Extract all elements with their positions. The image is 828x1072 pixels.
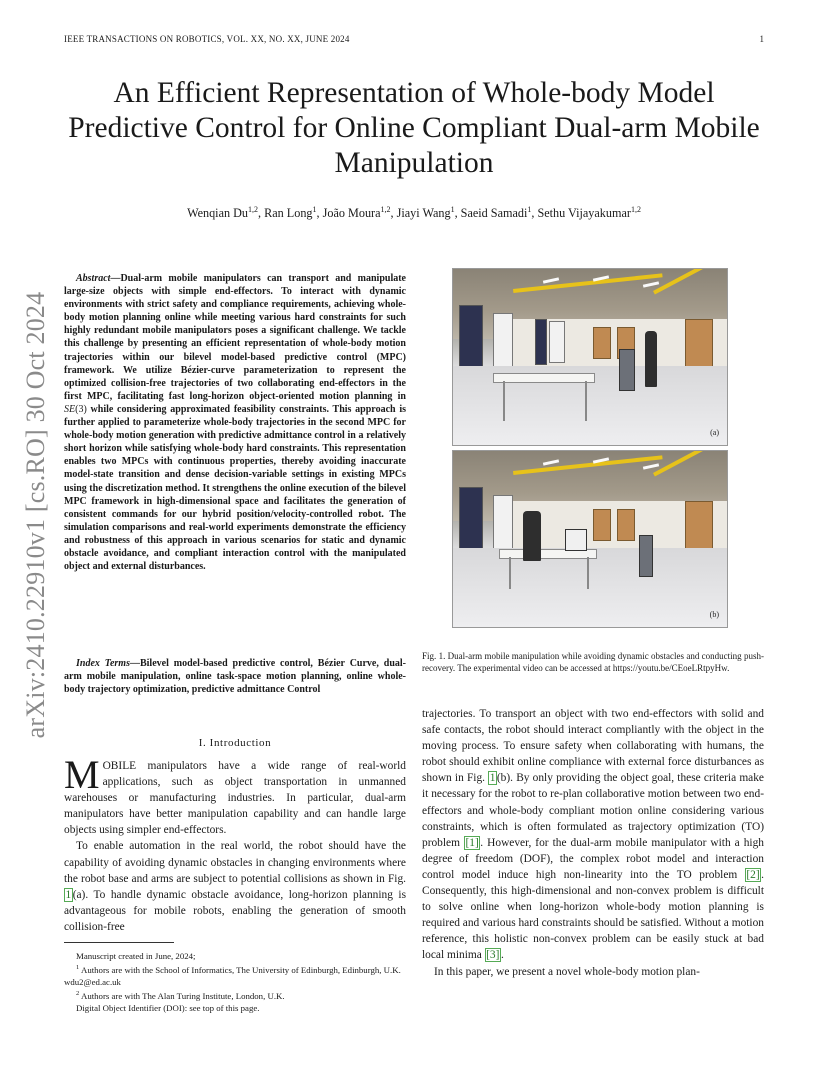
- journal-header: IEEE TRANSACTIONS ON ROBOTICS, VOL. XX, NO. XX, JUNE 2024: [64, 34, 350, 44]
- footnotes: [64, 950, 406, 1014]
- footnote-1: [64, 962, 406, 988]
- index-terms: [64, 657, 406, 696]
- subfigure-label-a: (a): [710, 428, 719, 437]
- door: [593, 327, 611, 359]
- author-name: Jiayi Wang: [396, 206, 451, 221]
- right-p1-text-cont: (b). By only providing the object goal, these criteria make it necessary for the robot to re-plan collaborative motion between two end-effectors and whole-body compliant motion online considering various constraints, which is often formulated as trajectory optimization (TO) problem: [422, 772, 764, 849]
- index-terms-text: —Bilevel model-based predictive control, Bézier Curve, dual-arm mobile manipulation, online task-space motion planning, online whole-body trajectory optimization, predictive admittance Control: [64, 658, 406, 696]
- intro-paragraph-1: [64, 752, 406, 838]
- citation-link[interactable]: [2]: [746, 868, 760, 881]
- author-affiliation: 1: [450, 205, 455, 214]
- abstract: [64, 272, 406, 573]
- floor: [453, 548, 727, 627]
- table-leg: [503, 381, 505, 421]
- author-affiliation: 1: [527, 205, 532, 214]
- footnote-mark: 2: [76, 989, 80, 997]
- abstract-text: —Dual-arm mobile manipulators can transport and manipulate large-size objects with simple end-effectors. To interact with dynamic environments with strict safety and compliance requirements, achieving whole-body motion planning online while meeting various hard constraints for such highly redundant mobile manipulators poses a significant challenge. We tackle this challenge by presenting an efficient representation of whole-body motion trajectories within our bilevel model-based predictive control (MPC) framework. We utilize Bézier-curve parameterization to represent the optimized collision-free trajectories of two collaborating end-effectors in the first MPC, facilitating fast long-horizon object-oriented motion planning in: [64, 273, 406, 402]
- author-name: João Moura: [322, 206, 381, 221]
- figure-reference[interactable]: 1: [489, 772, 496, 785]
- door: [593, 509, 611, 541]
- page-number: 1: [759, 34, 764, 44]
- poster: [549, 321, 565, 363]
- figure-photo-a: [452, 268, 728, 446]
- table-leg: [587, 557, 589, 589]
- table-leg: [509, 557, 511, 589]
- robot: [619, 349, 635, 391]
- figure-caption: Fig. 1. Dual-arm mobile manipulation while avoiding dynamic obstacles and conducting push-recovery. The experimental video can be accessed at https://youtu.be/CEoeLRtpyHw.: [422, 651, 764, 673]
- citation-link[interactable]: [3]: [486, 949, 500, 962]
- abstract-math-arg: (3): [75, 403, 87, 415]
- author-affiliation: 1,2: [248, 205, 259, 214]
- right-p1-text-end: .: [500, 949, 504, 962]
- table-leg: [585, 381, 587, 421]
- intro-p2-text-cont: (a). To handle dynamic obstacle avoidance, long-horizon planning is advantageous for mobile robots, enabling the generation of smooth collision-free: [64, 888, 406, 933]
- footnote-2: [64, 988, 406, 1002]
- author-name: Ran Long: [264, 206, 313, 221]
- subfigure-label-b: (b): [709, 610, 719, 619]
- footnote-doi: Digital Object Identifier (DOI): see top of this page.: [76, 1002, 260, 1013]
- manipulated-box: [565, 529, 587, 551]
- poster: [535, 319, 547, 365]
- abstract-lead: Abstract: [76, 273, 111, 284]
- footnote-created: Manuscript created in June, 2024;: [76, 951, 196, 961]
- right-paragraph-2: In this paper, we present a novel whole-body motion plan-: [434, 965, 700, 978]
- footnote-divider: [64, 942, 174, 943]
- index-terms-lead: Index Terms: [76, 658, 130, 669]
- citation-link[interactable]: [1]: [465, 836, 479, 849]
- paper-title: An Efficient Representation of Whole-body Model Predictive Control for Online Compliant Dual-arm Mobile Manipulation: [68, 77, 760, 179]
- right-p1-text-cont: . However, for the dual-arm mobile manipulator with a high degree of freedom (DOF), the complex robot model and interaction control model induce high non-linearity into the TO problem: [422, 836, 764, 881]
- intro-p1-text: OBILE manipulators have a wide range of real-world applications, such as object transportation in unmanned warehouses or manufacturing industries. In particular, dual-arm manipulators have better manipulation capability and can handle large objects using simpler end-effectors.: [64, 760, 406, 837]
- person: [645, 331, 657, 387]
- person: [523, 511, 541, 561]
- author-affiliation: 1,2: [630, 205, 641, 214]
- abstract-text-cont: while considering approximated feasibility constraints. This approach is further applied to parameterize whole-body trajectories in the second MPC for whole-body motion generation with predictive admittance control in a relatively short horizon while satisfying whole-body hard constraints. This representation enables two MPCs with continuous properties, thereby avoiding inaccurate model-state transition and dense decision-variable settings in existing MPCs using the discretization method. It strengthens the online execution of the bilevel MPC framework in high-dimensional space and facilitates the generation of consistent commands for our hybrid position/velocity-controlled robot. The simulation comparisons and real-world experiments demonstrate the efficiency and robustness of this approach in various scenarios for static and dynamic obstacle avoidance, and compliant interaction control with the manipulated object and external disturbances.: [64, 403, 406, 573]
- footnote-mark: 1: [76, 964, 80, 971]
- author-list: Wenqian Du$^{1,2}$, Ran Long$^1$, João Moura$^{1,2}$, Jiayi Wang$^1$, Saeid Samadi$^1$, Sethu Vijayakumar$^{1,2}$: [187, 205, 641, 221]
- abstract-math: SE: [64, 403, 76, 415]
- author-name: Saeid Samadi: [460, 206, 528, 221]
- footnote-text: Authors are with The Alan Turing Institute, London, U.K.: [79, 990, 285, 1001]
- intro-p2-text: To enable automation in the real world, the robot should have the capability of avoiding dynamic obstacles in changing environments where the robot base and arms are subject to potential collisions as shown in Fig.: [64, 840, 406, 885]
- arxiv-stamp: arXiv:2410.22910v1 [cs.RO] 30 Oct 2024: [21, 291, 50, 739]
- section-heading: I. Introduction: [198, 737, 272, 749]
- figure-reference[interactable]: 1: [65, 888, 72, 901]
- author-affiliation: 1: [312, 205, 317, 214]
- right-p1-text-cont: . Consequently, this high-dimensional and non-convex problem is difficult to solve online when long-horizon whole-body motion planning is required and various hard constraints should be satisfied. Without a motion reference, this holistic non-convex problem can be easily stuck at bad local minima: [422, 868, 764, 962]
- introduction-body: [64, 752, 406, 935]
- author-name: Sethu Vijayakumar: [537, 206, 631, 221]
- author-name: Wenqian Du: [187, 206, 249, 221]
- author-affiliation: 1,2: [380, 205, 391, 214]
- door: [617, 509, 635, 541]
- right-paragraph-1: [422, 706, 764, 964]
- drop-cap: M: [64, 752, 100, 797]
- right-column-body: [422, 706, 764, 980]
- footnote-text: Authors are with the School of Informatics, The University of Edinburgh, Edinburgh, U.K. wdu2@ed.ac.uk: [64, 964, 401, 987]
- robot: [639, 535, 653, 577]
- right-p1-text: trajectories. To transport an object with two end-effectors with solid and safe contacts, the robot should interact compliantly with the object in the moving process. To ensure safety when collaborating with humans, the robot should exhibit online compliance with external force disturbances as shown in Fig.: [422, 708, 764, 785]
- table: [493, 373, 595, 383]
- intro-paragraph-2: [64, 838, 406, 935]
- figure-photo-b: [452, 450, 728, 628]
